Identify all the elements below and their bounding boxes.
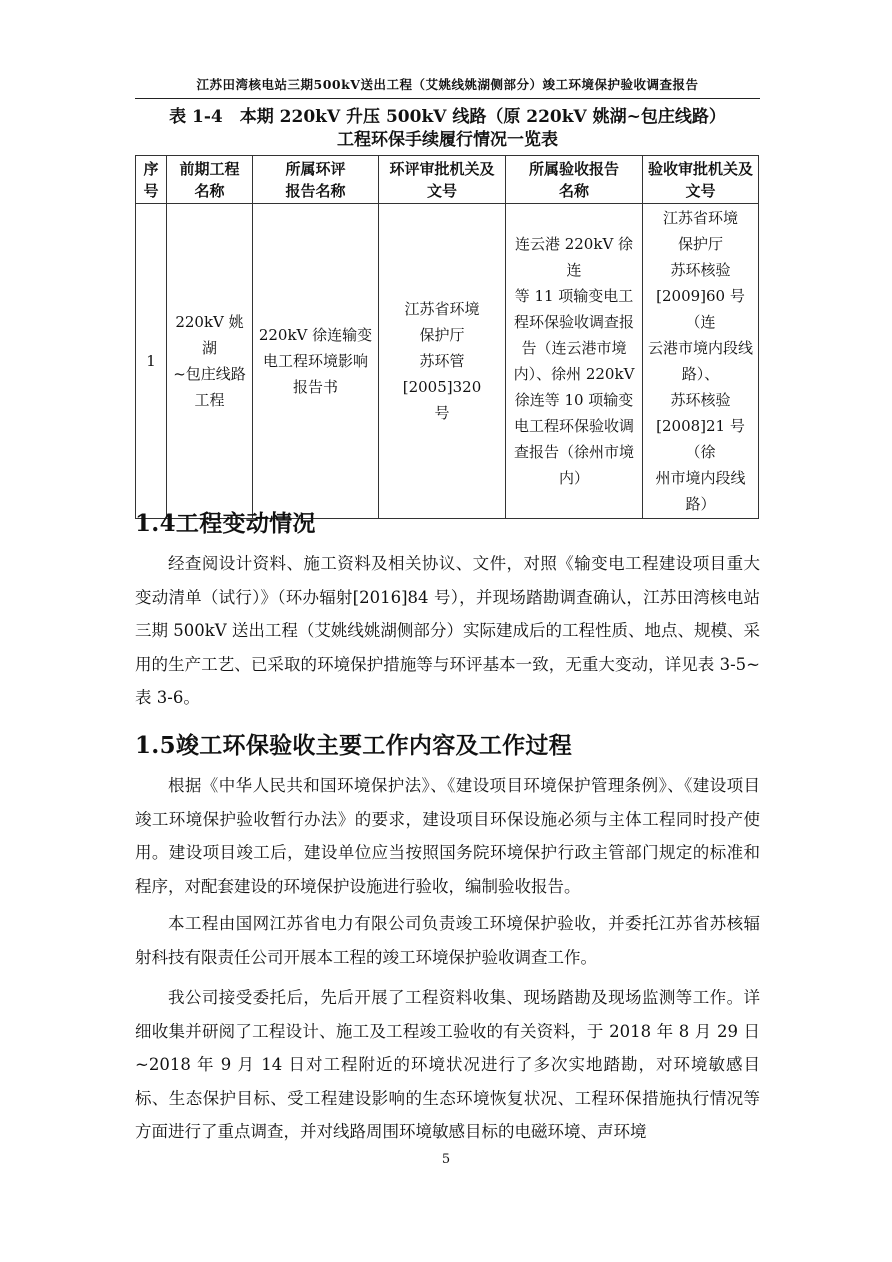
cell-acceptance-report: 连云港 220kV 徐连 等 11 项输变电工 程环保验收调查报 告（连云港市境 内）、徐州 220kV 徐连等 10 项输变 电工程环保验收调 查报告（徐州市境 内） bbox=[506, 204, 643, 519]
table-row bbox=[136, 204, 759, 519]
section-1-5-paragraph-3: 我公司接受委托后，先后开展了工程资料收集、现场踏勘及现场监测等工作。详细收集并研阅了工程设计、施工及工程竣工验收的有关资料，于 2018 年 8 月 29 日~2018 年 9 月 14 日对工程附近的环境状况进行了多次实地踏勘，对环境敏感目标、生态保护目标、受工程建设影响的生态环境恢复状况、工程环保措施执行情况等方面进行了重点调查，并对线路周围环境敏感目标的电磁环境、声环境 bbox=[135, 988, 760, 1141]
section-1-5-paragraph-1: 根据《中华人民共和国环境保护法》、《建设项目环境保护管理条例》、《建设项目竣工环境保护验收暂行办法》的要求，建设项目环保设施必须与主体工程同时投产使用。建设项目竣工后，建设单位应当按照国务院环境保护行政主管部门规定的标准和程序，对配套建设的环境保护设施进行验收，编制验收报告。 bbox=[135, 776, 760, 896]
table-caption bbox=[135, 106, 760, 152]
section-heading-1-5: 1.5竣工环保验收主要工作内容及工作过程 bbox=[135, 732, 573, 759]
section-1-5-paragraph-2: 本工程由国网江苏省电力有限公司负责竣工环境保护验收，并委托江苏省苏核辐射科技有限责任公司开展本工程的竣工环境保护验收调查工作。 bbox=[135, 914, 760, 967]
section-heading-1-4: 1.4工程变动情况 bbox=[135, 510, 316, 537]
table-header-row bbox=[136, 156, 759, 204]
header-cell-acceptance-report: 所属验收报告 名称 bbox=[506, 156, 643, 204]
header-cell-eia-report: 所属环评 报告名称 bbox=[253, 156, 379, 204]
cell-eia-approval: 江苏省环境 保护厅 苏环管[2005]320 号 bbox=[379, 204, 506, 519]
cell-acceptance-approval: 江苏省环境 保护厅 苏环核验 [2009]60 号（连 云港市境内段线 路）、 苏环核验 [2008]21 号（徐 州市境内段线 路） bbox=[643, 204, 759, 519]
header-cell-eia-approval: 环评审批机关及 文号 bbox=[379, 156, 506, 204]
page-number: 5 bbox=[441, 1152, 451, 1167]
header-cell-project: 前期工程 名称 bbox=[167, 156, 253, 204]
header-cell-index: 序 号 bbox=[136, 156, 167, 204]
cell-index: 1 bbox=[136, 204, 167, 519]
environmental-procedures-table bbox=[135, 155, 759, 519]
section-1-4-paragraph: 经查阅设计资料、施工资料及相关协议、文件，对照《输变电工程建设项目重大变动清单（试行）》（环办辐射[2016]84 号），并现场踏勘调查确认，江苏田湾核电站三期 500kV 送出工程（艾姚线姚湖侧部分）实际建成后的工程性质、地点、规模、采用的生产工艺、已采取的环境保护措施等与环评基本一致，无重大变动，详见表 3-5~表 3-6。 bbox=[135, 554, 760, 707]
table-caption-line-1: 表 1-4 本期 220kV 升压 500kV 线路（原 220kV 姚湖~包庄线路） bbox=[169, 107, 726, 127]
cell-eia-report: 220kV 徐连输变 电工程环境影响 报告书 bbox=[253, 204, 379, 519]
header-cell-acceptance-approval: 验收审批机关及 文号 bbox=[643, 156, 759, 204]
running-header: 江苏田湾核电站三期500kV送出工程（艾姚线姚湖侧部分）竣工环境保护验收调查报告 bbox=[135, 75, 760, 99]
cell-project: 220kV 姚湖 ~包庄线路 工程 bbox=[167, 204, 253, 519]
table-caption-line-2: 工程环保手续履行情况一览表 bbox=[337, 130, 558, 150]
